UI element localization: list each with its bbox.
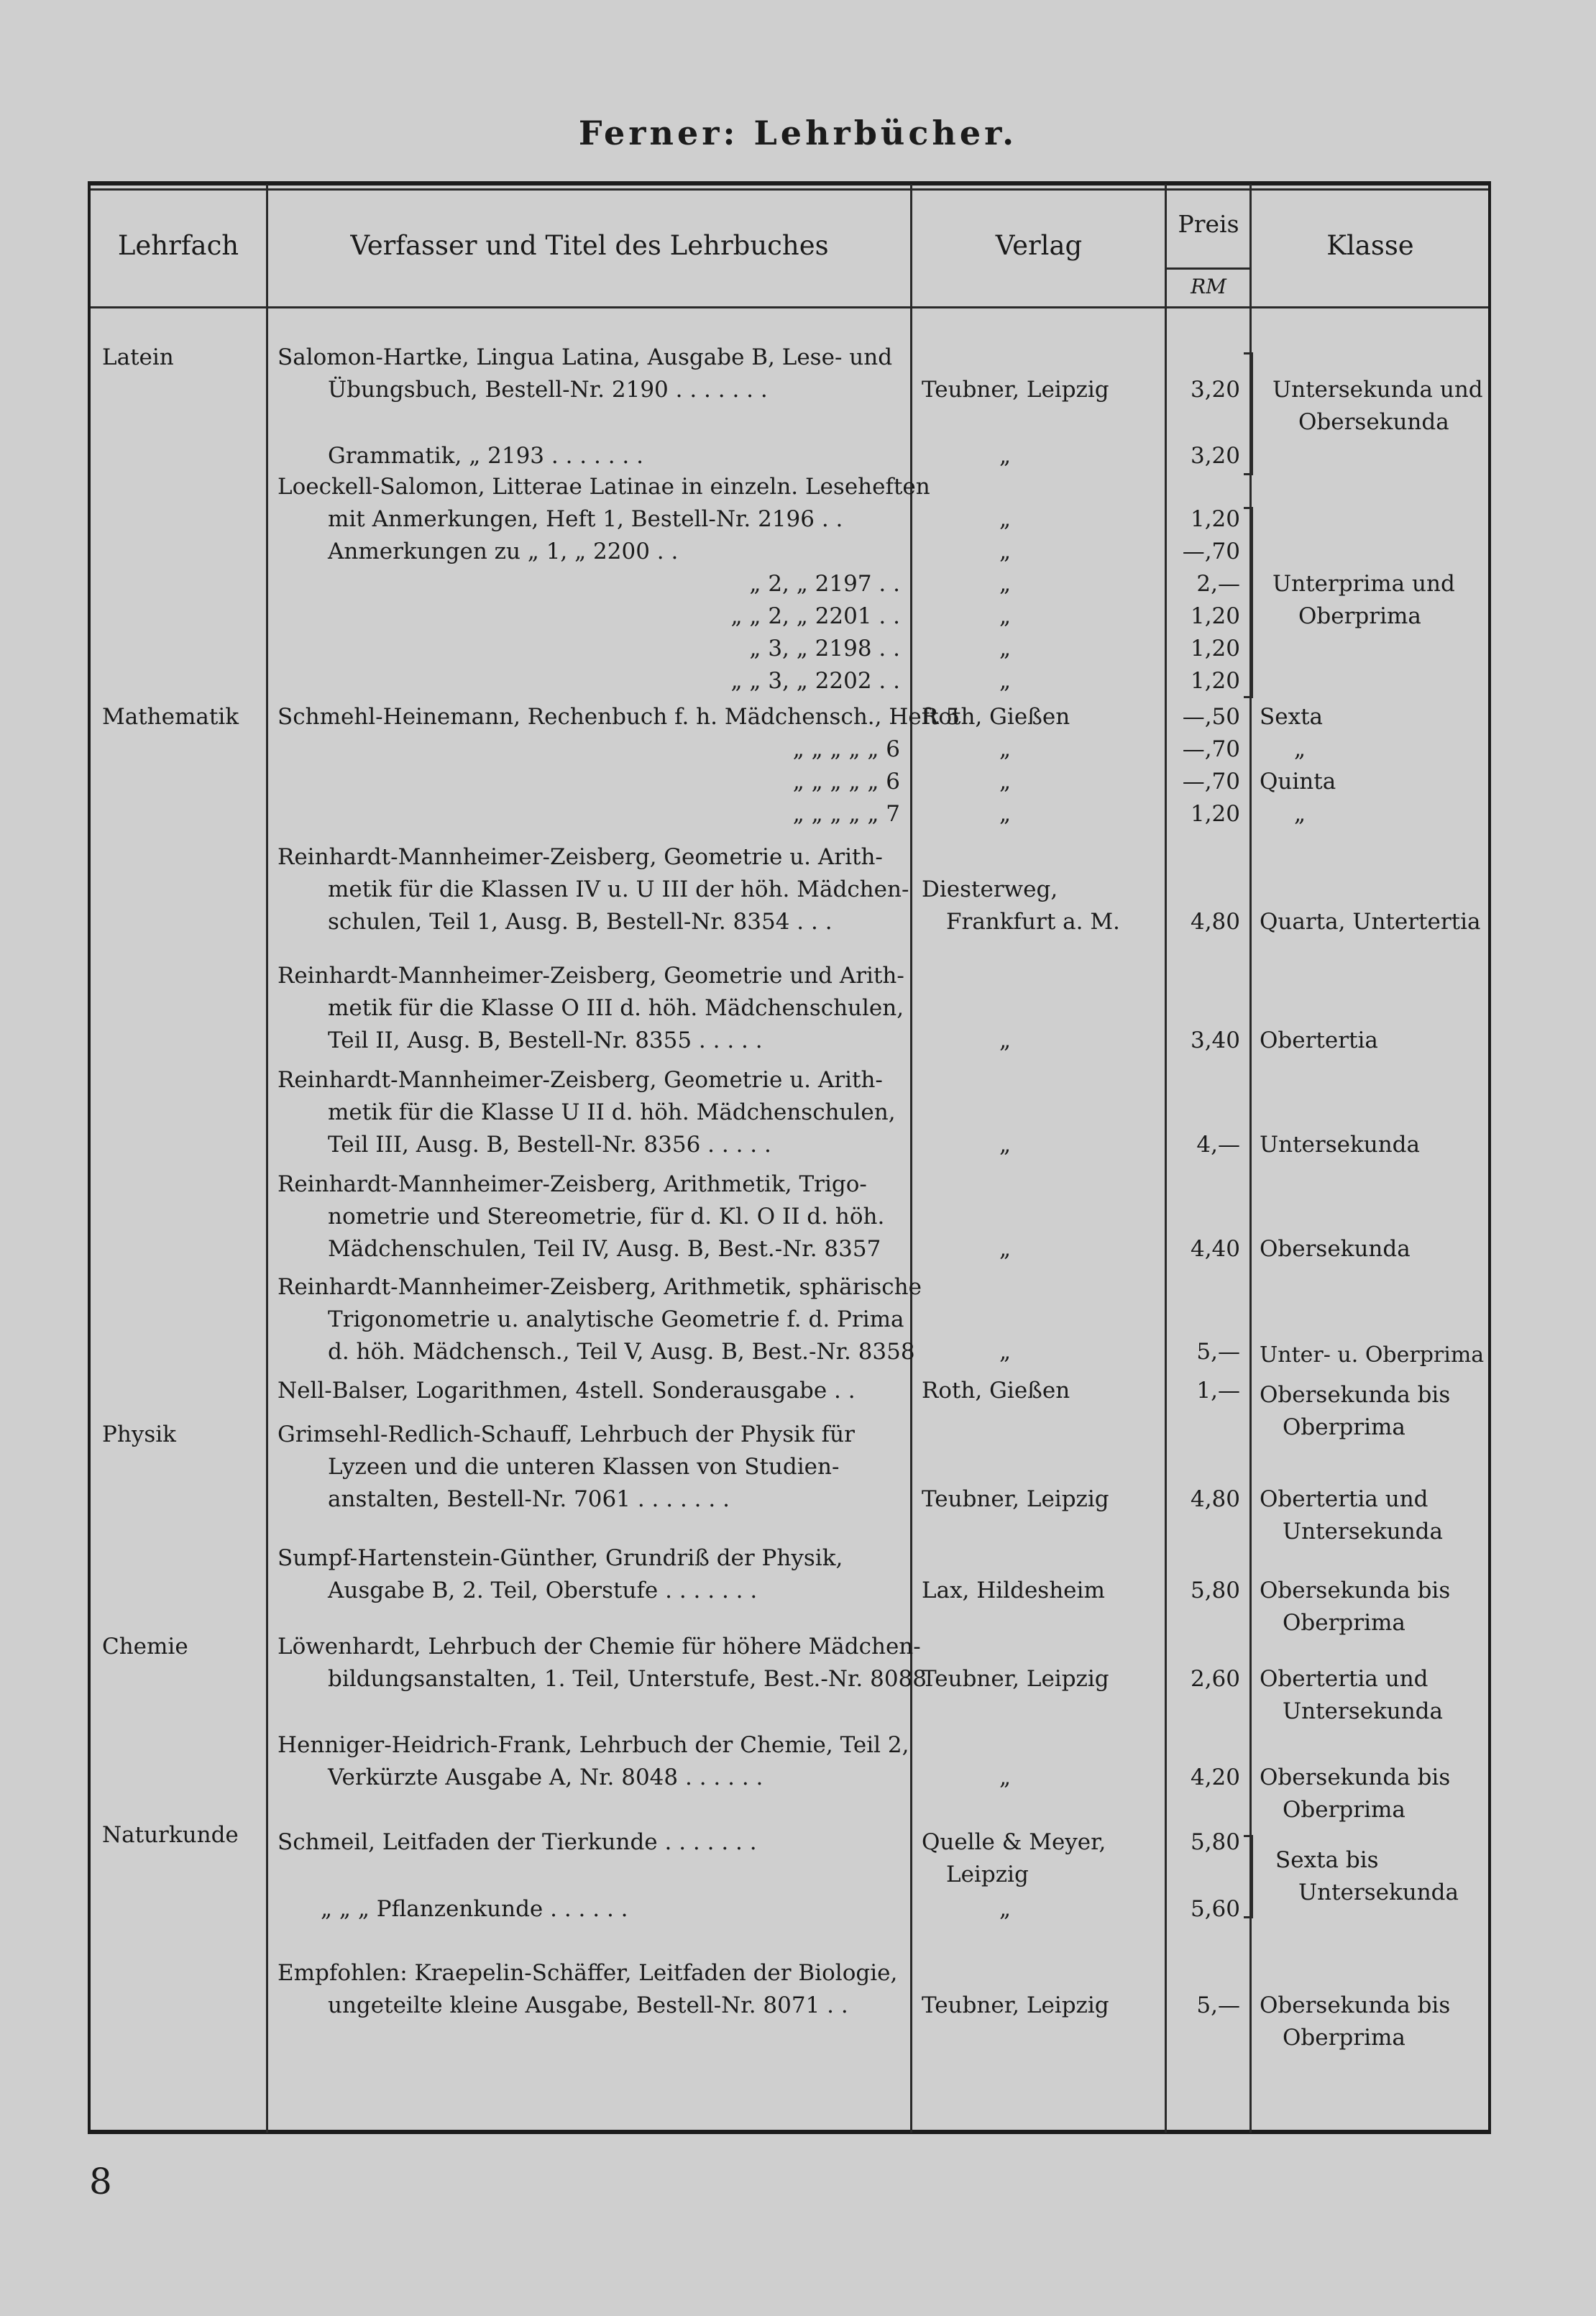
brace-latin-1: [1244, 352, 1253, 475]
subject-physics: Physik: [102, 1422, 176, 1447]
title-line: Teil II, Ausg. B, Bestell-Nr. 8355 . . . . .: [328, 1027, 763, 1053]
price-unit-rule: [1165, 267, 1249, 270]
title-line: Übungsbuch, Bestell-Nr. 2190 . . . . . . .: [328, 377, 768, 403]
price-cell: 3,20: [1190, 443, 1240, 469]
title-line: d. höh. Mädchensch., Teil V, Ausg. B, Best.-Nr. 8358: [328, 1339, 915, 1365]
title-line: Nell-Balser, Logarithmen, 4stell. Sonderausgabe . .: [278, 1378, 856, 1404]
title-line: Henniger-Heidrich-Frank, Lehrbuch der Chemie, Teil 2,: [278, 1732, 909, 1758]
class-cell: Sexta bis: [1275, 1847, 1379, 1873]
title-line: Reinhardt-Mannheimer-Zeisberg, Geometrie u. Arith-: [278, 844, 883, 870]
title-line: metik für die Klasse O III d. höh. Mädchenschulen,: [328, 995, 904, 1021]
class-cell: Untersekunda: [1260, 1132, 1421, 1158]
price-cell: 1,20: [1190, 603, 1240, 629]
title-line: Empfohlen: Kraepelin-Schäffer, Leitfaden der Biologie,: [278, 1960, 898, 1986]
title-line: anstalten, Bestell-Nr. 7061 . . . . . . .: [328, 1486, 730, 1512]
title-line: Mädchenschulen, Teil IV, Ausg. B, Best.-Nr. 8357: [328, 1236, 881, 1262]
class-cell: Obersekunda bis: [1260, 1992, 1451, 2018]
class-cell: Obersekunda: [1298, 409, 1449, 435]
table-top-rule: [88, 181, 1491, 186]
price-cell: 1,—: [1196, 1378, 1240, 1404]
title-line: Grammatik, „ 2193 . . . . . . .: [328, 443, 643, 469]
price-cell: 1,20: [1190, 636, 1240, 662]
price-cell: —,70: [1182, 736, 1240, 762]
brace-latin-2: [1244, 507, 1253, 698]
class-cell: Obersekunda bis: [1260, 1578, 1451, 1603]
publisher-cell: Leipzig: [946, 1862, 1029, 1887]
publisher-ditto: „: [999, 1132, 1012, 1158]
class-cell: Unter- u. Oberprima: [1260, 1342, 1485, 1368]
title-line: Teil III, Ausg. B, Bestell-Nr. 8356 . . . . .: [328, 1132, 771, 1158]
header-author-title: Verfasser und Titel des Lehrbuches: [350, 230, 829, 261]
class-cell: Obertertia und: [1260, 1666, 1428, 1692]
class-cell: „: [1294, 801, 1306, 827]
publisher-ditto: „: [999, 1236, 1012, 1262]
class-cell: Quinta: [1260, 769, 1336, 795]
publisher-ditto: „: [999, 1765, 1012, 1790]
header-bottom-rule: [88, 306, 1491, 308]
class-cell: Oberprima: [1283, 1797, 1405, 1823]
column-divider-publisher: [1165, 184, 1167, 2133]
publisher-ditto: „: [999, 736, 1012, 762]
publisher-cell: Teubner, Leipzig: [922, 377, 1109, 403]
page-title: Ferner: Lehrbücher.: [578, 114, 1018, 152]
price-cell: 1,20: [1190, 668, 1240, 694]
publisher-cell: Teubner, Leipzig: [922, 1486, 1109, 1512]
price-cell: 2,—: [1196, 571, 1240, 597]
price-cell: 1,20: [1190, 801, 1240, 827]
publisher-cell: Diesterweg,: [922, 876, 1058, 902]
title-line: Schmehl-Heinemann, Rechenbuch f. h. Mädchensch., Heft 5: [278, 704, 960, 730]
publisher-ditto: „: [999, 1339, 1012, 1365]
class-cell: Oberprima: [1283, 1610, 1405, 1636]
subject-nature: Naturkunde: [102, 1822, 239, 1848]
class-cell: Untersekunda: [1298, 1880, 1459, 1905]
price-cell: 4,80: [1190, 1486, 1240, 1512]
publisher-ditto: „: [999, 636, 1012, 662]
class-cell: Oberprima: [1298, 603, 1421, 629]
title-line: metik für die Klasse U II d. höh. Mädchenschulen,: [328, 1099, 896, 1125]
header-price-unit: RM: [1191, 275, 1226, 298]
publisher-ditto: „: [999, 801, 1012, 827]
subject-latin: Latein: [102, 344, 174, 370]
header-price: Preis: [1178, 210, 1239, 238]
class-cell: Oberprima: [1283, 1414, 1405, 1440]
title-line: Löwenhardt, Lehrbuch der Chemie für höhere Mädchen-: [278, 1634, 921, 1660]
publisher-cell: Frankfurt a. M.: [946, 909, 1120, 935]
title-line: metik für die Klassen IV u. U III der höh. Mädchen-: [328, 876, 909, 902]
publisher-ditto: „: [999, 506, 1012, 532]
table-bottom-rule: [88, 2130, 1491, 2134]
class-cell: Obersekunda bis: [1260, 1765, 1451, 1790]
title-line: bildungsanstalten, 1. Teil, Unterstufe, Best.-Nr. 8088: [328, 1666, 927, 1692]
title-line: mit Anmerkungen, Heft 1, Bestell-Nr. 2196 . .: [328, 506, 843, 532]
class-cell: „: [1294, 736, 1306, 762]
publisher-ditto: „: [999, 539, 1012, 564]
price-cell: 3,20: [1190, 377, 1240, 403]
title-line: nometrie und Stereometrie, für d. Kl. O II d. höh.: [328, 1204, 885, 1230]
title-line: ungeteilte kleine Ausgabe, Bestell-Nr. 8071 . .: [328, 1992, 848, 2018]
title-line: Reinhardt-Mannheimer-Zeisberg, Arithmetik, Trigo-: [278, 1171, 867, 1197]
title-line: Reinhardt-Mannheimer-Zeisberg, Geometrie u. Arith-: [278, 1067, 883, 1093]
title-line: Ausgabe B, 2. Teil, Oberstufe . . . . . . .: [328, 1578, 758, 1603]
price-cell: 1,20: [1190, 506, 1240, 532]
publisher-ditto: „: [999, 769, 1012, 795]
class-cell: Untersekunda: [1283, 1519, 1444, 1544]
title-line: Salomon-Hartke, Lingua Latina, Ausgabe B, Lese- und: [278, 344, 893, 370]
price-cell: —,70: [1182, 769, 1240, 795]
title-line: Verkürzte Ausgabe A, Nr. 8048 . . . . . .: [328, 1765, 763, 1790]
price-cell: 2,60: [1190, 1666, 1240, 1692]
class-cell: Obertertia: [1260, 1027, 1378, 1053]
title-line: schulen, Teil 1, Ausg. B, Bestell-Nr. 8354 . . .: [328, 909, 833, 935]
title-line: Reinhardt-Mannheimer-Zeisberg, Arithmetik, sphärische: [278, 1274, 922, 1300]
brace-nature: [1244, 1835, 1253, 1918]
price-cell: 4,—: [1196, 1132, 1240, 1158]
table-right-border: [1488, 184, 1491, 2133]
class-cell: Obertertia und: [1260, 1486, 1428, 1512]
publisher-ditto: „: [999, 668, 1012, 694]
price-cell: —,70: [1182, 539, 1240, 564]
header-publisher: Verlag: [995, 230, 1083, 261]
price-cell: 4,20: [1190, 1765, 1240, 1790]
title-line: „ „ „ „ „ 6: [792, 736, 900, 762]
publisher-ditto: „: [999, 1896, 1012, 1922]
class-cell: Oberprima: [1283, 2025, 1405, 2051]
class-cell: Untersekunda und: [1272, 377, 1483, 403]
price-cell: 5,60: [1190, 1896, 1240, 1922]
table-top-rule-inner: [88, 188, 1491, 191]
publisher-cell: Roth, Gießen: [922, 1378, 1070, 1404]
price-cell: 5,80: [1190, 1578, 1240, 1603]
publisher-cell: Teubner, Leipzig: [922, 1992, 1109, 2018]
title-line: Grimsehl-Redlich-Schauff, Lehrbuch der Physik für: [278, 1422, 855, 1447]
publisher-cell: Teubner, Leipzig: [922, 1666, 1109, 1692]
title-line: „ „ 2, „ 2201 . .: [730, 603, 900, 629]
header-class: Klasse: [1326, 230, 1414, 261]
price-cell: 4,40: [1190, 1236, 1240, 1262]
class-cell: Obersekunda: [1260, 1236, 1411, 1262]
publisher-ditto: „: [999, 603, 1012, 629]
publisher-cell: Roth, Gießen: [922, 704, 1070, 730]
title-line: Sumpf-Hartenstein-Günther, Grundriß der Physik,: [278, 1545, 843, 1571]
title-line: Trigonometrie u. analytische Geometrie f. d. Prima: [328, 1306, 904, 1332]
title-line: Anmerkungen zu „ 1, „ 2200 . .: [328, 539, 679, 564]
title-line: „ „ 3, „ 2202 . .: [730, 668, 900, 694]
column-divider-subject: [266, 184, 268, 2133]
title-line: „ „ „ Pflanzenkunde . . . . . .: [321, 1896, 628, 1922]
header-subject: Lehrfach: [117, 230, 239, 261]
subject-chemistry: Chemie: [102, 1634, 188, 1660]
title-line: „ 3, „ 2198 . .: [749, 636, 900, 662]
price-cell: 5,—: [1196, 1339, 1240, 1365]
publisher-ditto: „: [999, 443, 1012, 469]
page-number: 8: [89, 2161, 112, 2202]
title-line: Loeckell-Salomon, Litterae Latinae in einzeln. Leseheften: [278, 474, 930, 500]
class-cell: Sexta: [1260, 704, 1324, 730]
class-cell: Quarta, Untertertia: [1260, 909, 1481, 935]
title-line: „ „ „ „ „ 6: [792, 769, 900, 795]
class-cell: Unterprima und: [1272, 571, 1455, 597]
publisher-cell: Lax, Hildesheim: [922, 1578, 1105, 1603]
title-line: „ „ „ „ „ 7: [792, 801, 900, 827]
table-left-border: [88, 184, 91, 2133]
publisher-ditto: „: [999, 1027, 1012, 1053]
price-cell: 3,40: [1190, 1027, 1240, 1053]
publisher-cell: Quelle & Meyer,: [922, 1829, 1106, 1855]
subject-math: Mathematik: [102, 704, 239, 730]
publisher-ditto: „: [999, 571, 1012, 597]
price-cell: 5,—: [1196, 1992, 1240, 2018]
class-cell: Untersekunda: [1283, 1698, 1444, 1724]
price-cell: —,50: [1182, 704, 1240, 730]
price-cell: 5,80: [1190, 1829, 1240, 1855]
title-line: „ 2, „ 2197 . .: [749, 571, 900, 597]
title-line: Lyzeen und die unteren Klassen von Studien-: [328, 1454, 840, 1480]
title-line: Schmeil, Leitfaden der Tierkunde . . . . . . .: [278, 1829, 757, 1855]
title-line: Reinhardt-Mannheimer-Zeisberg, Geometrie und Arith-: [278, 963, 904, 989]
price-cell: 4,80: [1190, 909, 1240, 935]
class-cell: Obersekunda bis: [1260, 1382, 1451, 1408]
